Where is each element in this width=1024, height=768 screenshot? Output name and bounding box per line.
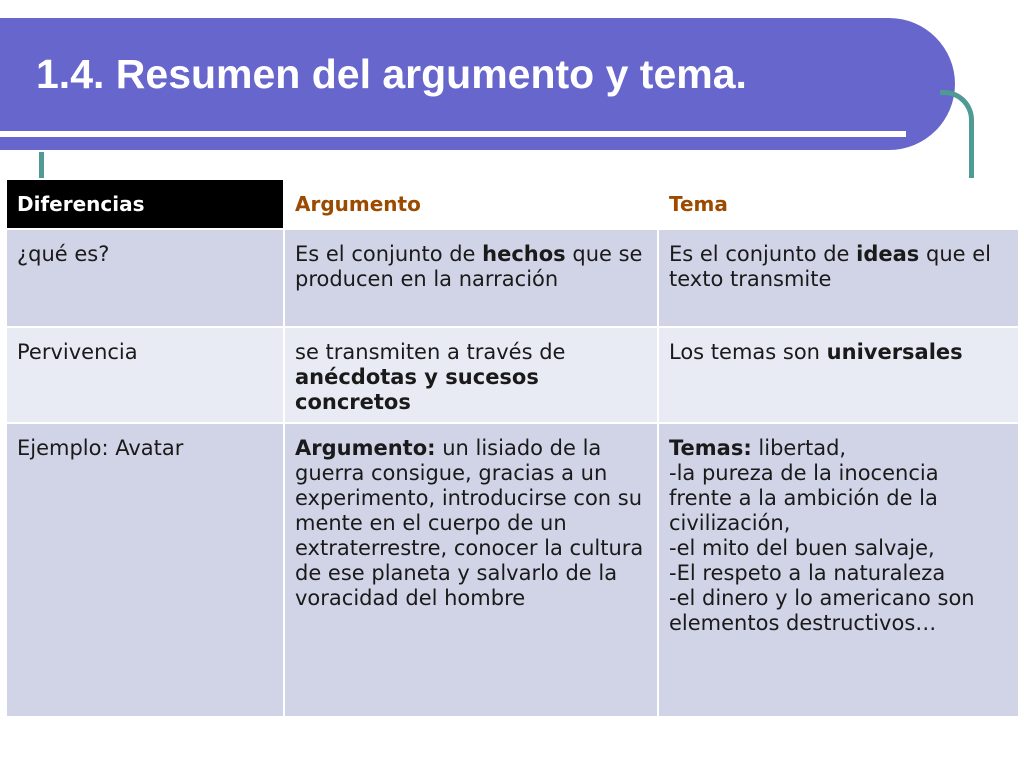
slide-title: 1.4. Resumen del argumento y tema. <box>36 51 747 97</box>
cell-tema: Temas: libertad, -la pureza de la inocencia frente a la ambición de la civilización, -el mito del buen salvaje, -El respeto a la naturaleza -el dinero y lo americano son elementos destructivos… <box>658 423 1019 717</box>
cell-argumento: Es el conjunto de hechos que se producen en la narración <box>284 229 658 327</box>
decorative-line-right <box>940 90 974 178</box>
title-underline <box>0 131 906 137</box>
header-diferencias: Diferencias <box>6 179 284 229</box>
cell-argumento: se transmiten a través de anécdotas y sucesos concretos <box>284 327 658 423</box>
row-label: ¿qué es? <box>6 229 284 327</box>
decorative-line-left <box>39 152 44 178</box>
cell-tema: Los temas son universales <box>658 327 1019 423</box>
header-tema: Tema <box>658 179 1019 229</box>
header-argumento: Argumento <box>284 179 658 229</box>
table-row <box>6 327 1019 423</box>
cell-argumento: Argumento: un lisiado de la guerra consigue, gracias a un experimento, introducirse con su mente en el cuerpo de un extraterrestre, conocer la cultura de ese planeta y salvarlo de la voracidad del hombre <box>284 423 658 717</box>
row-label: Pervivencia <box>6 327 284 423</box>
table-row <box>6 423 1019 717</box>
cell-tema: Es el conjunto de ideas que el texto transmite <box>658 229 1019 327</box>
row-label: Ejemplo: Avatar <box>6 423 284 717</box>
table-row <box>6 229 1019 327</box>
comparison-table <box>5 178 1020 718</box>
table-header-row <box>6 179 1019 229</box>
